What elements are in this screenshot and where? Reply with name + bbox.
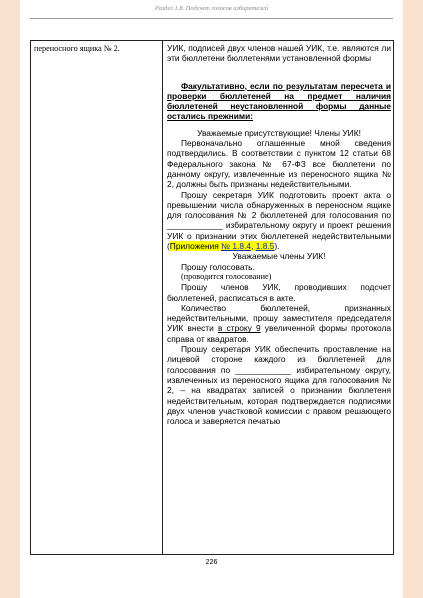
- appendix-link-1-8-4[interactable]: № 1.8.4: [221, 241, 252, 252]
- paragraph-2: Первоначально оглашенные мной сведения подтвердились. В соответствии с пунктом 12 статьи 68 Федерального закона № 67-ФЗ все бюллетени по данному округу, извлеченные из переносного ящика № 2, должны быть признаны недействительными.: [167, 138, 391, 190]
- appendix-link-1-8-5[interactable]: 1.8.5: [255, 241, 275, 252]
- paragraph-6-end: увеличенной формы протокола справа от квадратов.: [167, 323, 391, 344]
- paragraph-5: Прошу членов УИК, проводивших подсчет бюллетеней, расписаться в акте.: [167, 282, 391, 303]
- paragraph-3-text: Прошу секретаря УИК подготовить проект акта о превышении числа обнаруженных в переносном ящике для голосования № 2 бюллетеней для голосования по ____________ избирательному округу и проект решения УИК о признании этих бюллетеней недействительными (: [167, 189, 391, 252]
- script-table: [30, 40, 394, 555]
- running-header: Раздел 1.8. Подсчет голосов избирателей: [154, 5, 269, 12]
- appendix-prefix: Приложения: [169, 241, 222, 252]
- paragraph-1: УИК, подписей двух членов нашей УИК, т.е. являются ли эти бюллетени бюллетенями установленной формы: [167, 43, 391, 64]
- right-cell: [167, 43, 391, 426]
- left-margin-band: [0, 0, 20, 598]
- paragraph-6: [167, 303, 391, 344]
- header-rule: [30, 18, 393, 19]
- appendix-separator: ,: [251, 241, 256, 252]
- paragraph-4: Прошу голосовать.: [181, 261, 255, 272]
- column-divider: [162, 41, 163, 554]
- row-reference: в строку 9: [217, 323, 261, 334]
- paragraph-6-text: Количество бюллетеней, признанных недействительными, прошу заместителя председателя УИК внести: [167, 302, 391, 334]
- left-cell: переносного ящика № 2.: [34, 44, 120, 53]
- paragraph-3: [167, 190, 391, 252]
- right-margin-band: [403, 0, 423, 598]
- spacer: [167, 64, 391, 81]
- optional-note: Факультативно, если по результатам пересчета и проверки бюллетеней на предмет наличия бюллетеней неустановленной формы данные остались прежними:: [167, 80, 391, 122]
- voting-note: (проводится голосование): [181, 271, 272, 281]
- page-number: 226: [205, 559, 218, 566]
- paragraph-7: Прошу секретаря УИК обеспечить проставление на лицевой стороне каждого из бюллетеней для голосования по ____________ избирательному округу, извлеченных из переносного ящика для голосования № 2, – на квадратах записей о признании бюллетеня недействительным, которая подтверждается подписями двух членов участковой комиссии с правом решающего голоса и заверяется печатью: [167, 344, 391, 427]
- paragraph-3-end: ).: [274, 241, 280, 252]
- greeting-2: Уважаемые члены УИК!: [232, 251, 326, 262]
- greeting: Уважаемые присутствующие! Члены УИК!: [197, 127, 361, 138]
